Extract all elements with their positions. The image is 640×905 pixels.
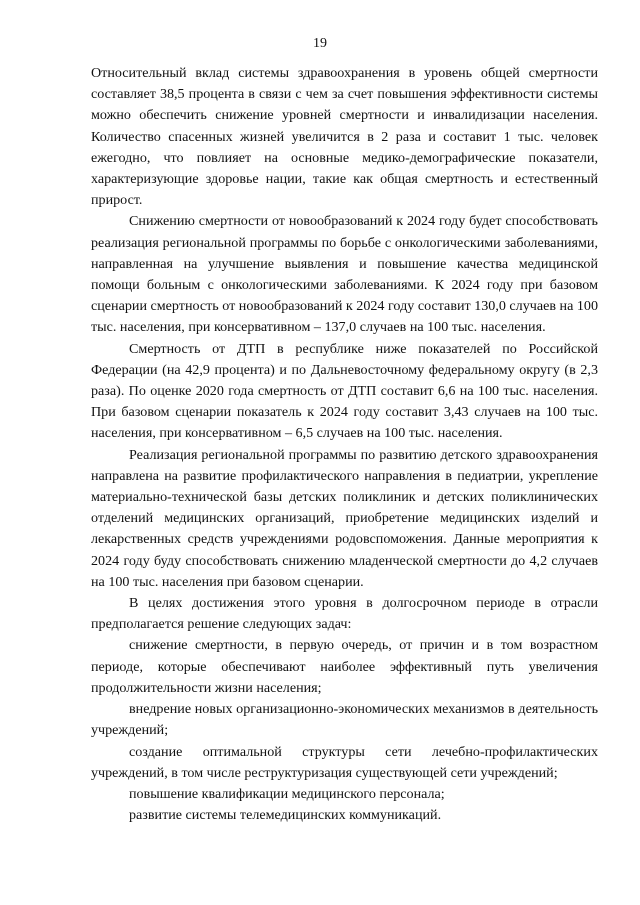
page-number: 19 (313, 36, 327, 51)
task-item-mortality: снижение смертности, в первую очередь, от причин и в том возрастном периоде, которые обеспечивают наиболее эффективный путь увеличения продолжительности жизни населения; (91, 637, 598, 696)
document-body (91, 63, 598, 826)
paragraph-tasks-intro: В целях достижения этого уровня в долгосрочном периоде в отрасли предполагается решение следующих задач: (91, 595, 598, 633)
paragraph-child-healthcare: Реализация региональной программы по развитию детского здравоохранения направлена на развитие профилактического направления в педиатрии, укрепление материально-технической базы детских поликлиник и детских поликлинических отделений медицинских организаций, приобретение медицинских изделий и лекарственных средств учреждениями родовспоможения. Данные мероприятия к 2024 году буду способствовать снижению младенческой смертности до 4,2 случаев на 100 тыс. населения при базовом сценарии. (91, 446, 598, 590)
paragraph-oncology: Снижению смертности от новообразований к 2024 году будет способствовать реализация региональной программы по борьбе с онкологическими заболеваниями, направленная на улучшение выявления и повышение качества медицинской помощи больным с онкологическими заболеваниями. К 2024 году при базовом сценарии смертность от новообразований к 2024 году составит 130,0 случаев на 100 тыс. населения, при консервативном – 137,0 случаев на 100 тыс. населения. (91, 213, 599, 336)
task-item-telemedicine: развитие системы телемедицинских коммуникаций. (129, 807, 442, 824)
task-item-qualification: повышение квалификации медицинского персонала; (129, 785, 445, 802)
paragraph-road-accidents: Смертность от ДТП в республике ниже показателей по Российской Федерации (на 42,9 процента) и по Дальневосточному федеральному округу (в 2,3 раза). По оценке 2020 года смертность от ДТП составит 6,6 на 100 тыс. населения. При базовом сценарии показатель к 2024 году составит 3,43 случаев на 100 тыс. населения, при консервативном – 6,5 случаев на 100 тыс. населения. (91, 340, 598, 442)
task-item-network: создание оптимальной структуры сети лечебно-профилактических учреждений, в том числе реструктуризация существующей сети учреждений; (91, 743, 598, 781)
task-item-mechanisms: внедрение новых организационно-экономических механизмов в деятельность учреждений; (91, 701, 598, 739)
paragraph-health-contribution: Относительный вклад системы здравоохранения в уровень общей смертности составляет 38,5 процента в связи с чем за счет повышения эффективности системы можно обеспечить снижение уровней смертности и инвалидизации населения. Количество спасенных жизней увеличится в 2 раза и составит 1 тыс. человек ежегодно, что повлияет на основные медико-демографические показатели, характеризующие здоровье нации, такие как общая смертность и естественный прирост. (91, 65, 598, 209)
